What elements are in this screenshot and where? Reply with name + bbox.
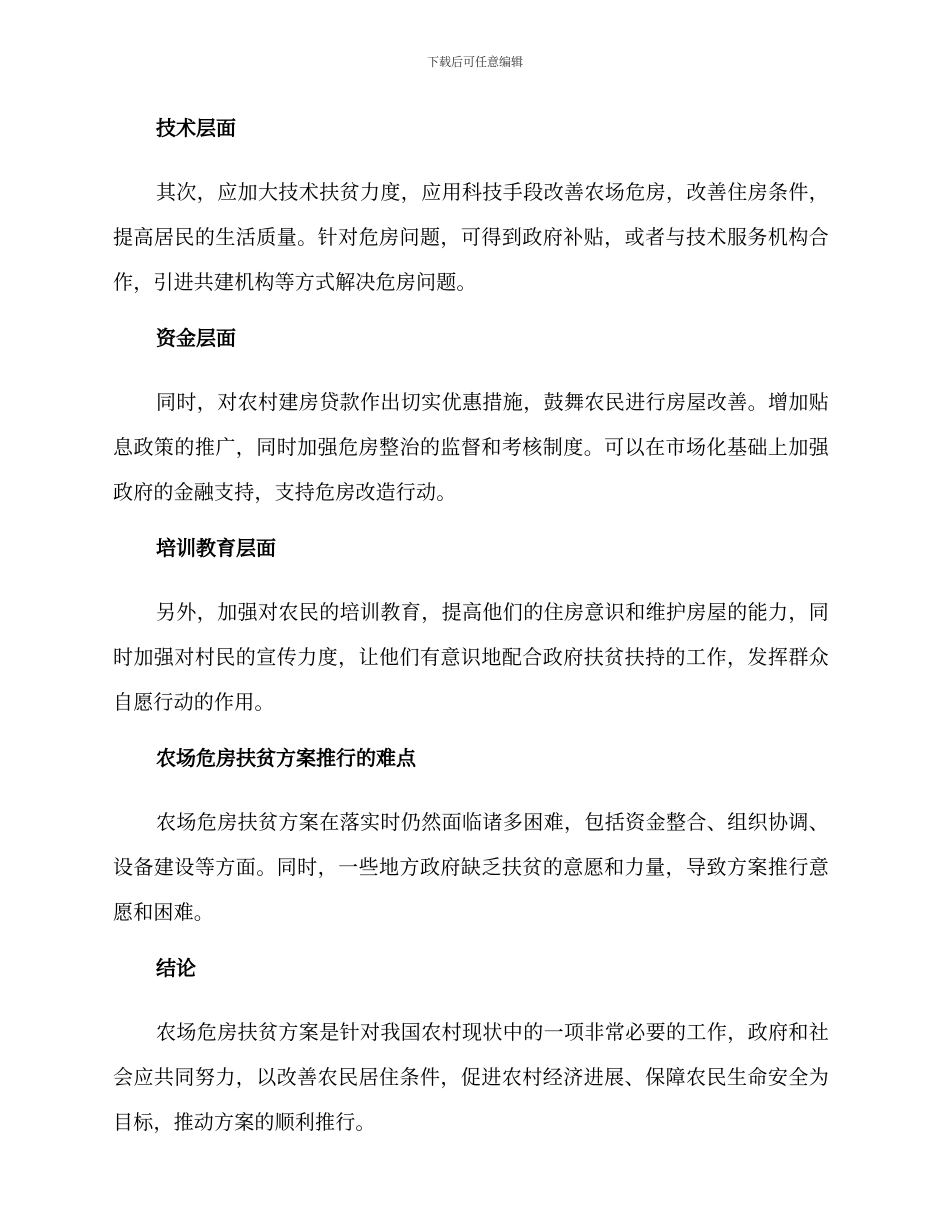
- section-conclusion: [113, 952, 829, 1145]
- section-paragraph: 农场危房扶贫方案在落实时仍然面临诸多困难，包括资金整合、组织协调、设备建设等方面。同时，一些地方政府缺乏扶贫的意愿和力量，导致方案推行意愿和困难。: [113, 810, 829, 924]
- section-paragraph: 同时，对农村建房贷款作出切实优惠措施，鼓舞农民进行房屋改善。增加贴息政策的推广，同时加强危房整治的监督和考核制度。可以在市场化基础上加强政府的金融支持，支持危房改造行动。: [113, 390, 829, 504]
- section-paragraph: 另外，加强对农民的培训教育，提高他们的住房意识和维护房屋的能力，同时加强对村民的宣传力度，让他们有意识地配合政府扶贫扶持的工作，发挥群众自愿行动的作用。: [113, 600, 829, 714]
- section-technology: [113, 112, 829, 305]
- header-note: 下载后可任意编辑: [426, 55, 523, 69]
- document-body: [113, 112, 829, 1162]
- section-heading: 技术层面: [156, 116, 236, 140]
- section-difficulties: [113, 742, 829, 935]
- section-heading: 农场危房扶贫方案推行的难点: [156, 746, 416, 770]
- section-paragraph: 其次，应加大技术扶贫力度，应用科技手段改善农场危房，改善住房条件，提高居民的生活质量。针对危房问题，可得到政府补贴，或者与技术服务机构合作，引进共建机构等方式解决危房问题。: [113, 180, 829, 294]
- section-funding: [113, 322, 829, 515]
- section-heading: 资金层面: [156, 326, 236, 350]
- section-heading: 培训教育层面: [156, 536, 276, 560]
- section-paragraph: 农场危房扶贫方案是针对我国农村现状中的一项非常必要的工作，政府和社会应共同努力，以改善农民居住条件，促进农村经济进展、保障农民生命安全为目标，推动方案的顺利推行。: [113, 1020, 829, 1134]
- section-training: [113, 532, 829, 725]
- section-heading: 结论: [156, 956, 196, 980]
